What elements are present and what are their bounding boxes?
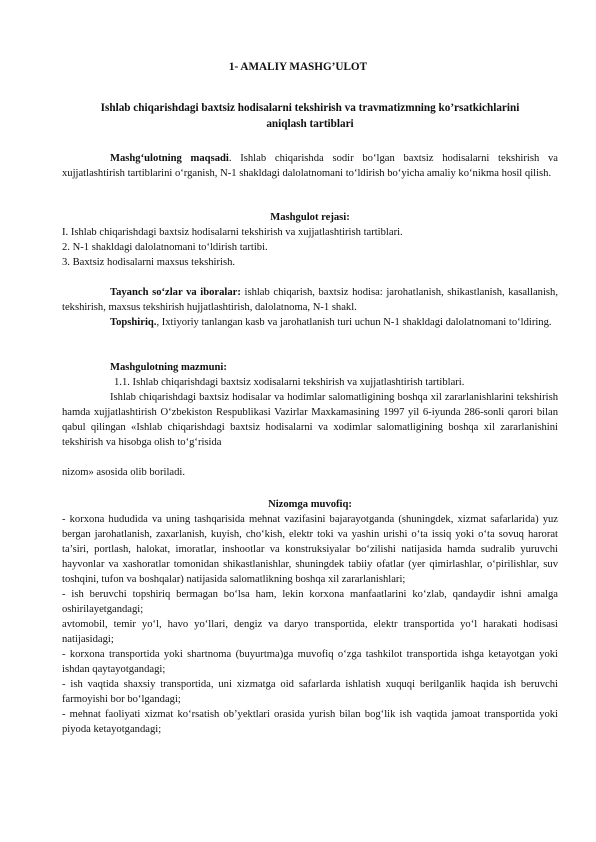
goal-text: . Ishlab chiqarishda sodir bo‘lgan baxtsiz hodisalarni tekshirish va xujjatlashtirish tartiblarini o‘rganish, N-1 shakldagi dalolatnomani to‘ldirish bo‘yicha amaliy ko‘nikma hosil qilish. [62, 153, 558, 179]
task-text: , Ixtiyoriy tanlangan kasb va jarohatlanish turi uchun N-1 shakldagi dalolatnomani to‘ldiring. [156, 317, 552, 328]
rule-item: - ish vaqtida shaxsiy transportida, uni xizmatga oid safarlarda ishlatish xuquqi berilganlik haqida ish beruvchi farmoyishi bor bo‘lgandagi; [62, 679, 558, 705]
keywords-paragraph [62, 285, 558, 315]
rules-list [62, 512, 558, 737]
plan-item: 3. Baxtsiz hodisalarni maxsus tekshirish. [62, 257, 236, 268]
rule-item: avtomobil, temir yo‘l, havo yo‘llari, dengiz va daryo transportida, elektr transportida yo‘l harakati hodisasi natijasidagi; [62, 619, 558, 645]
page-title: 1- AMALIY MASHG’ULOT [228, 61, 368, 73]
rule-item: - korxona hududida va uning tashqarisida mehnat vazifasini bajarayotganda (shuningdek, xizmat safarlarida) yuz bergan jarohatlanish, zaxarlanish, kuyish, cho‘kish, elektr toki va yashin urishi o‘ta issiq yoki o‘ta sovuq harorat ta’siri, portlash, halokat, imoratlar, inshootlar va konstruksiyalar bo‘zilishi natijasida hamda sudralib yuruvchi hayvonlar va xashoratlar tomonidan shikastlanishlar, shuningdek tabiiy ofatlar (yer qimirlashlar, o‘pirilishlar, suv toshqini, tufon va boshqalar) natijasida salomatlikning boshqa xil zararlanishlari; [62, 514, 558, 585]
plan-item: 2. N-1 shakldagi dalolatnomani to‘ldirish tartibi. [62, 242, 268, 253]
rule-item: - korxona transportida yoki shartnoma (buyurtma)ga muvofiq o‘zga tashkilot transportida ishga ketayotgan yoki ishdan qaytayotgandagi; [62, 649, 558, 675]
content-heading: Mashgulotning mazmuni: [110, 362, 227, 373]
task-label: Topshiriq. [110, 317, 157, 328]
task-paragraph [62, 315, 558, 330]
plan-item: I. Ishlab chiqarishdagi baxtsiz hodisalarni tekshirish va xujjatlashtirish tartiblari. [62, 227, 403, 238]
rules-heading: Nizomga muvofiq: [268, 499, 352, 510]
content-line: 1.1. Ishlab chiqarishdagi baxtsiz xodisalarni tekshirish va xujjatlashtirish tartiblari. [114, 377, 465, 388]
content-paragraph-end: nizom» asosida olib boriladi. [62, 467, 185, 478]
keywords-text: ishlab chiqarish, baxtsiz hodisa: jarohatlanish, shikastlanish, kasallanish, tekshirish, maxsus tekshirish hujjatlashtirish, dalolatnoma, N-1 shakl. [62, 287, 558, 313]
keywords-label: Tayanch so‘zlar va iboralar: [110, 287, 241, 298]
rule-item: - ish beruvchi topshiriq bermagan bo‘lsa ham, lekin korxona manfaatlarini ko‘zlab, qandaydir ishni amalga oshirilayetgandagi; [62, 589, 558, 615]
plan-heading: Mashgulot rejasi: [270, 212, 350, 223]
page-subtitle: Ishlab chiqarishdagi baxtsiz hodisalarni tekshirish va travmatizmning ko’rsatkichlarini aniqlash tartiblari [100, 102, 520, 130]
rule-item: - mehnat faoliyati xizmat ko‘rsatish ob’yektlari orasida yurish bilan bog‘lik ish vaqtida jamoat transportida yoki piyoda ketayotgandagi; [62, 709, 558, 735]
goal-label: Mashg‘ulotning maqsadi [110, 153, 229, 164]
content-paragraph: Ishlab chiqarishdagi baxtsiz hodisalar va hodimlar salomatligining boshqa xil zararlanishlarini tekshirish hamda xujjatlashtirish O‘zbekiston Respublikasi Vazirlar Maxkamasining 1997 yil 6-iyunda 286-sonli qarori bilan qabul qilingan «Ishlab chiqarishdagi baxtsiz hodisalarni va xodimlar salomatligining boshqa xil zararlanishini tekshirish va hisobga olish to‘g‘risida [62, 392, 558, 448]
goal-paragraph [62, 151, 558, 181]
plan-list [62, 225, 558, 270]
